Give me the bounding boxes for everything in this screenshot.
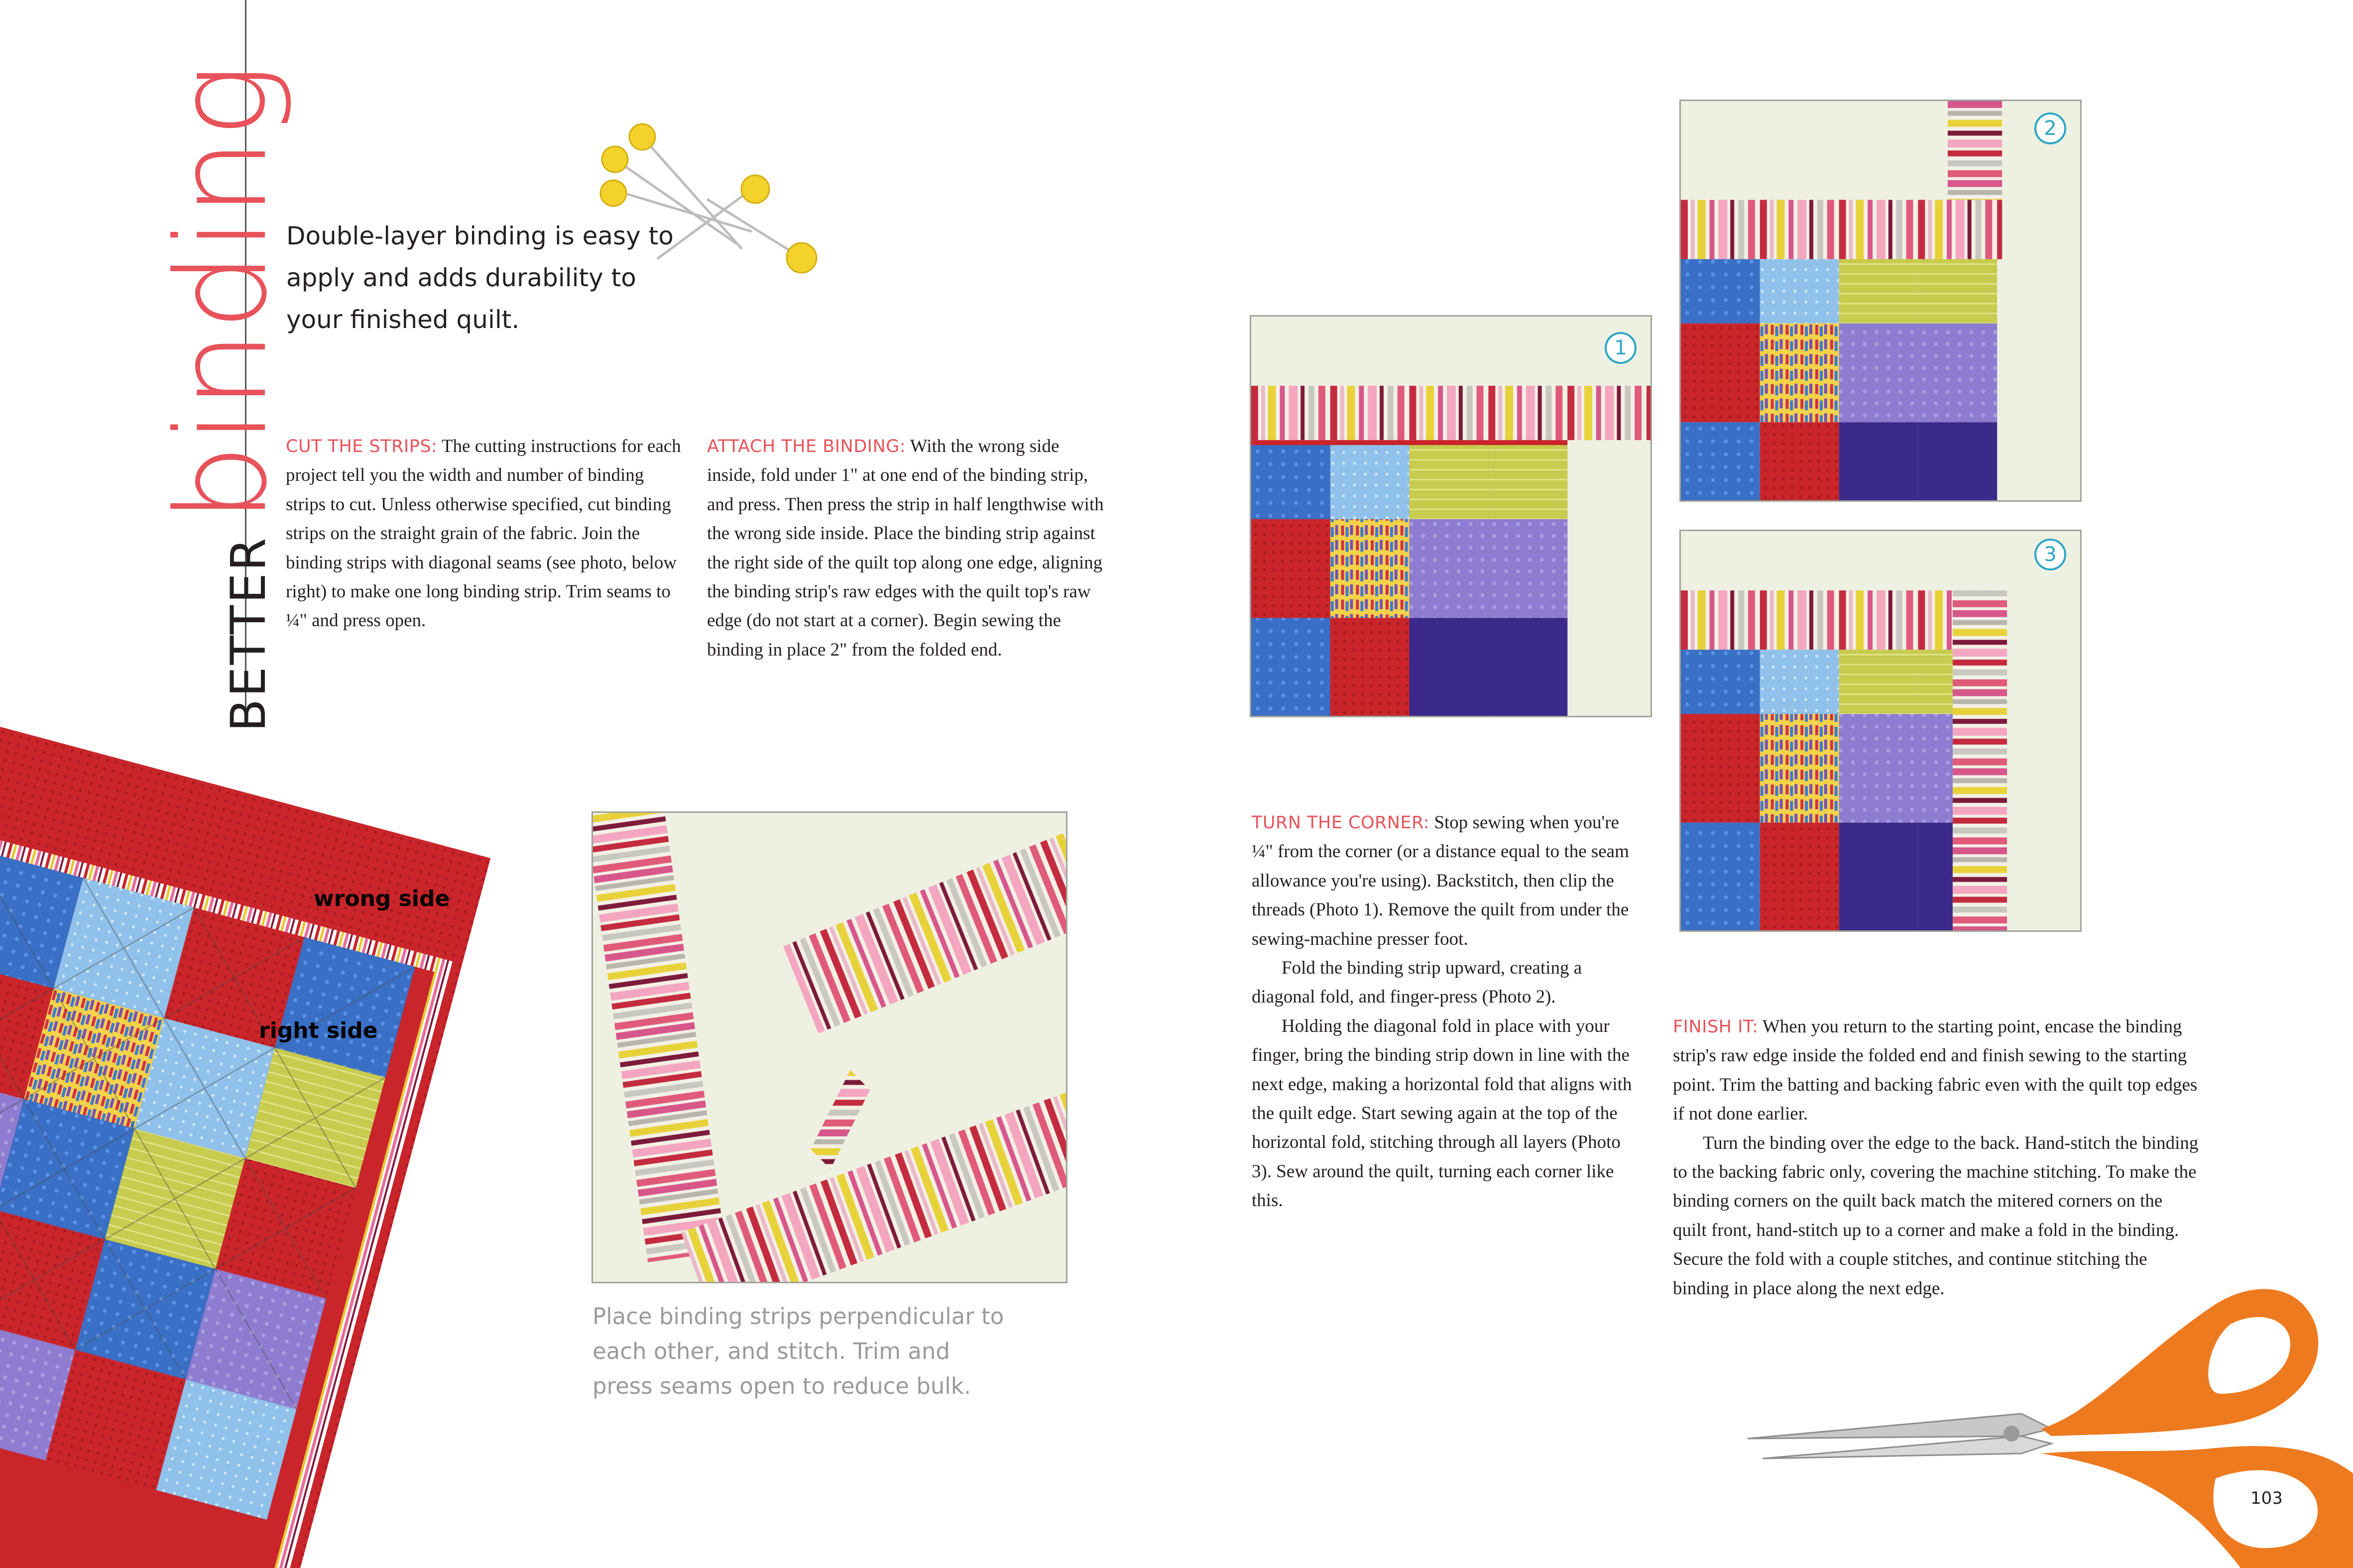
intro-text: Double-layer binding is easy to apply and adds durability to your finished quilt.	[286, 222, 674, 334]
turn-corner-p2: Fold the binding strip upward, creating a diagonal fold, and finger-press (Photo 2).	[1252, 958, 1582, 1008]
cut-strips-section	[286, 432, 684, 636]
finish-it-heading: FINISH IT:	[1673, 1017, 1759, 1037]
strip-seam-photo	[591, 811, 1067, 1283]
photo-2	[1679, 100, 2082, 502]
turn-corner-p3: Holding the diagonal fold in place with your finger, bring the binding strip down in line with the next edge, making a horizontal fold that aligns with the quilt edge. Start sewing again at the top of the horizontal fold, stitching through all layers (Photo 3). Sew around the quilt, turning each corner like this.	[1252, 1015, 1632, 1211]
photo-3-number: 3	[2034, 539, 2066, 570]
photo-3	[1679, 530, 2082, 932]
photo-1	[1250, 315, 1652, 717]
attach-binding-section	[707, 432, 1105, 665]
attach-binding-heading: ATTACH THE BINDING:	[707, 437, 906, 456]
photo-2-number: 2	[2034, 112, 2066, 144]
title-word: binding	[149, 63, 294, 523]
quilt-photo	[0, 717, 528, 1568]
attach-binding-body: With the wrong side inside, fold under 1" at one end of the binding strip, and press. Then press the strip in half lengthwise with the wrong side inside. Place the binding strip against the right side of the quilt top along one edge, aligning the binding strip's raw edges with the quilt top's raw edge (do not start at a corner). Begin sewing the binding in place 2" from the folded end.	[707, 436, 1104, 660]
cut-strips-body: The cutting instructions for each project tell you the width and number of binding strips to cut. Unless otherwise specified, cut binding strips on the straight grain of the fabric. Join the binding strips with diagonal seams (see photo, below right) to make one long binding strip. Trim seams to ¼" and press open.	[286, 436, 681, 631]
cut-strips-heading: CUT THE STRIPS:	[286, 437, 438, 456]
finish-it-section	[1673, 1012, 2201, 1303]
quilt-label-wrong-side: wrong side	[314, 886, 450, 911]
page-number: 103	[2250, 1488, 2283, 1508]
turn-corner-section	[1252, 808, 1640, 1216]
finish-it-p2: Turn the binding over the edge to the back. Hand-stitch the binding to the backing fabric only, covering the machine stitching. To make the binding corners on the quilt back match the mitered corners on the quilt front, hand-stitch up to a corner and make a fold in the binding. Secure the fold with a couple stitches, and continue stitching the binding in place along the next edge.	[1673, 1132, 2199, 1299]
turn-corner-heading: TURN THE CORNER:	[1252, 813, 1430, 833]
scissors-icon	[1743, 1264, 2353, 1568]
quilt-label-right-side: right side	[259, 1018, 378, 1043]
finish-it-p1: FINISH IT: When you return to the starting point, encase the binding strip's raw edge inside the folded end and finish sewing to the starting point. Trim the batting and backing fabric even with the quilt top edges if not done earlier.	[1673, 1016, 2198, 1124]
page-title	[149, 5, 294, 732]
title-prefix: BETTER	[221, 536, 276, 732]
photo-caption: Place binding strips perpendicular to each other, and stitch. Trim and press seams open to reduce bulk.	[592, 1303, 1004, 1399]
turn-corner-p1: TURN THE CORNER: Stop sewing when you're ¼" from the corner (or a distance equal to the seam allowance you're using). Backstitch, then clip the threads (Photo 1). Remove the quilt from under the sewing-machine presser foot.	[1252, 812, 1629, 949]
photo-1-number: 1	[1605, 332, 1637, 364]
